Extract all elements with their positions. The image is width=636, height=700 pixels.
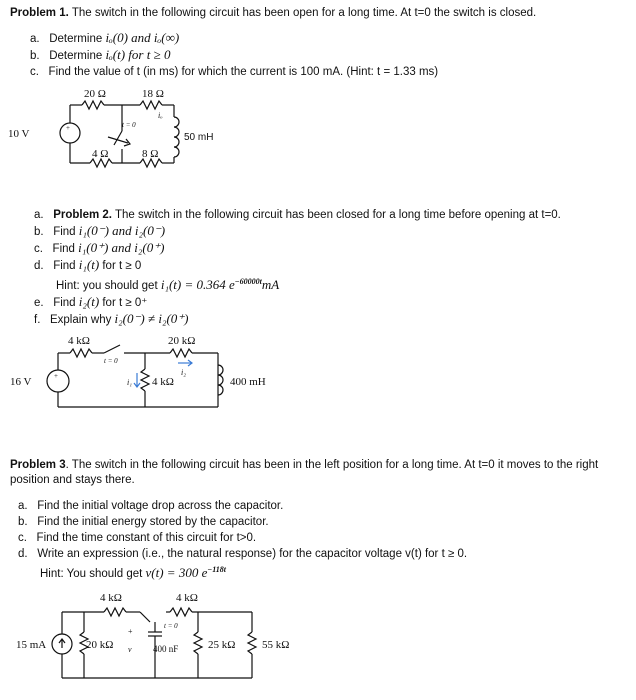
item-math: i₁(t) = 0.364 e xyxy=(160,276,235,292)
list-item xyxy=(18,514,467,530)
list-item xyxy=(34,240,561,257)
r3-label: 20 kΩ xyxy=(86,639,114,651)
item-marker: a. xyxy=(34,209,44,221)
r4-label: 8 Ω xyxy=(142,148,159,160)
resistor-4k-right xyxy=(170,608,192,616)
item-text: Find the time constant of this circuit for t>0. xyxy=(36,532,257,544)
problem2-title: Problem 2. xyxy=(53,209,112,221)
item-text: Explain why xyxy=(49,313,115,326)
problem2-circuit xyxy=(0,335,330,415)
item-text: Write an expression (i.e., the natural response) for the capacitor voltage v(t) for t ≥ 0. xyxy=(37,548,468,560)
switch xyxy=(104,345,120,353)
resistor-25k xyxy=(194,632,202,654)
item-math: iₒ(0) and iₒ(∞) xyxy=(105,30,180,45)
problem1-circuit xyxy=(0,85,240,175)
item-text: Find xyxy=(53,260,79,272)
problem1-statement: The switch in the following circuit has been open for a long time. At t=0 the switch is closed. xyxy=(71,7,537,19)
item-math: i₁(0⁻) and i₂(0⁻) xyxy=(78,223,166,238)
item-text: for t ≥ 0 xyxy=(99,260,142,272)
item-text: Find xyxy=(53,296,79,309)
inductor-50mh xyxy=(174,117,179,157)
list-item xyxy=(18,562,467,582)
problem3-list xyxy=(18,498,467,582)
problem1-title: Problem 1. xyxy=(10,7,69,19)
item-marker: a. xyxy=(18,500,28,512)
source-label: 15 mA xyxy=(16,639,47,651)
item-marker: c. xyxy=(34,243,43,255)
i1-label: i₁ xyxy=(127,378,133,387)
r1-label: 4 kΩ xyxy=(100,592,122,604)
item-text: Find the initial energy stored by the capacitor. xyxy=(37,516,269,528)
switch-label: t = 0 xyxy=(164,622,178,630)
hint-math: v(t) = 300 e xyxy=(145,564,208,580)
problem3-title: Problem 3 xyxy=(10,459,66,471)
list-item xyxy=(34,311,561,328)
r2-label: 18 Ω xyxy=(142,88,164,100)
resistor-18ohm xyxy=(140,101,162,109)
resistor-8ohm xyxy=(140,159,162,167)
current-label: iₒ xyxy=(158,111,163,120)
capacitor-label: 400 nF xyxy=(153,644,179,654)
problem3-heading xyxy=(10,458,598,473)
voltage-source xyxy=(47,370,69,392)
item-marker: c. xyxy=(18,532,27,544)
item-marker: c. xyxy=(30,66,39,78)
r1-label: 20 Ω xyxy=(84,88,106,100)
problem1-list xyxy=(30,30,438,80)
r2-label: 4 kΩ xyxy=(176,592,198,604)
list-item xyxy=(34,207,561,223)
item-text: Find xyxy=(52,243,79,255)
resistor-20k xyxy=(170,349,192,357)
r5-label: 55 kΩ xyxy=(262,639,290,651)
list-item xyxy=(18,498,467,514)
problem3-circuit xyxy=(0,590,320,690)
item-marker: d. xyxy=(18,548,28,560)
r2-label: 20 kΩ xyxy=(168,335,196,347)
r3-label: 4 Ω xyxy=(92,148,109,160)
item-math: i₁(t) xyxy=(78,257,100,272)
list-item xyxy=(18,546,467,562)
problem2-list xyxy=(34,207,561,328)
problem1-heading xyxy=(10,6,536,21)
r4-label: 25 kΩ xyxy=(208,639,236,651)
item-marker: a. xyxy=(30,33,40,45)
item-marker: e. xyxy=(34,296,44,309)
item-math: i₂(0⁻) ≠ i₂(0⁺) xyxy=(114,310,189,326)
item-text: Find the value of t (in ms) for which the current is 100 mA. (Hint: t = 1.33 ms) xyxy=(48,66,439,78)
switch-label: t = 0 xyxy=(122,121,136,129)
hint-text: Hint: You should get xyxy=(40,567,146,580)
inductor-label: 50 mH xyxy=(184,132,214,143)
resistor-4k xyxy=(70,349,92,357)
resistor-4k-left xyxy=(104,608,126,616)
item-marker: d. xyxy=(34,260,44,272)
resistor-55k xyxy=(248,632,256,654)
item-text: Find xyxy=(53,226,79,238)
list-item xyxy=(30,30,438,47)
item-math: i₁(0⁺) and i₂(0⁺) xyxy=(78,240,165,255)
r3-label: 4 kΩ xyxy=(152,376,174,388)
item-marker: b. xyxy=(34,226,44,238)
item-marker: b. xyxy=(18,516,28,528)
list-item xyxy=(34,257,561,274)
hint-sup: −118t xyxy=(207,565,226,574)
svg-text:+: + xyxy=(128,627,133,636)
item-text: for t ≥ 0⁺ xyxy=(99,296,148,309)
item-math: iₒ(t) for t ≥ 0 xyxy=(105,47,171,62)
inductor-400mh xyxy=(218,365,223,395)
item-math: i₂(t) xyxy=(78,293,100,309)
item-text: Hint: you should get xyxy=(56,279,161,292)
problem3-statement-line2: position and stays there. xyxy=(10,474,135,486)
svg-text:+: + xyxy=(54,372,58,380)
item-marker: b. xyxy=(30,50,40,62)
problem2-statement: The switch in the following circuit has been closed for a long time before opening at t=0. xyxy=(112,209,561,221)
item-sup: −60000t xyxy=(234,277,262,286)
list-item xyxy=(30,64,438,80)
resistor-4k-shunt xyxy=(141,369,149,391)
list-item xyxy=(34,274,561,294)
resistor-4ohm xyxy=(90,159,112,167)
item-text: Find the initial voltage drop across the capacitor. xyxy=(37,500,284,512)
switch xyxy=(114,131,122,145)
voltage-label: v xyxy=(128,645,132,654)
resistor-20ohm xyxy=(82,101,104,109)
item-marker: f. xyxy=(34,313,41,326)
source-label: 16 V xyxy=(10,376,32,388)
switch-label: t = 0 xyxy=(104,357,118,365)
i2-label: i₂ xyxy=(181,368,187,377)
list-item xyxy=(34,294,561,311)
item-text: Determine xyxy=(49,33,106,45)
voltage-source xyxy=(60,123,80,143)
item-unit: mA xyxy=(261,276,280,292)
source-label: 10 V xyxy=(8,128,30,140)
item-text: Determine xyxy=(49,50,106,62)
list-item xyxy=(30,47,438,64)
list-item xyxy=(18,530,467,546)
svg-text:+: + xyxy=(66,124,70,132)
switch xyxy=(140,612,150,622)
list-item xyxy=(34,223,561,240)
inductor-label: 400 mH xyxy=(230,376,266,388)
problem3-statement-line1: . The switch in the following circuit has been in the left position for a long time. At t=0 it moves to the right xyxy=(65,459,599,471)
r1-label: 4 kΩ xyxy=(68,335,90,347)
